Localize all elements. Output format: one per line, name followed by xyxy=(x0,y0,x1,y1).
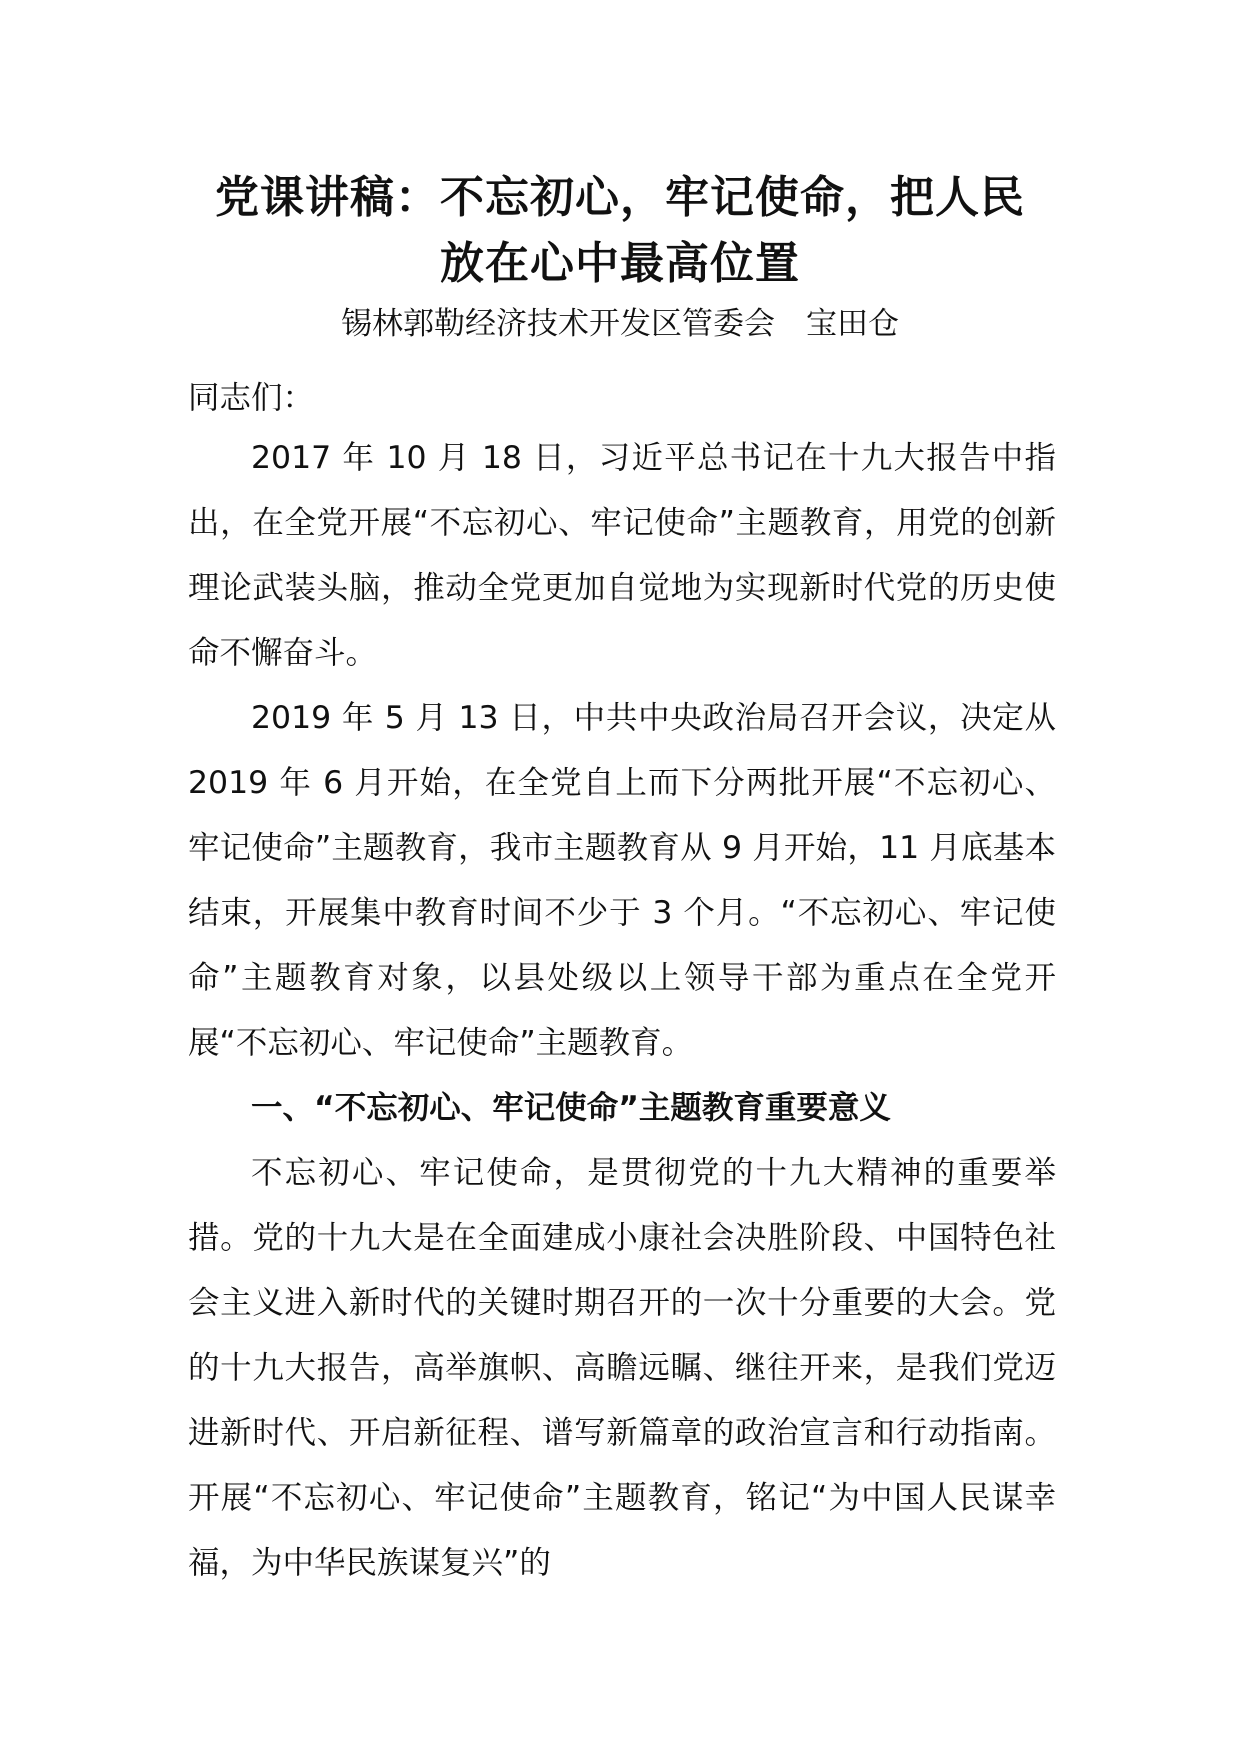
paragraph-1: 2017 年 10 月 18 日，习近平总书记在十九大报告中指出，在全党开展“不忘初心、牢记使命”主题教育，用党的创新理论武装头脑，推动全党更加自觉地为实现新时代党的历史使命不懈奋斗。 xyxy=(188,440,1056,671)
paragraph-2: 2019 年 5 月 13 日，中共中央政治局召开会议，决定从 2019 年 6 月开始，在全党自上而下分两批开展“不忘初心、牢记使命”主题教育，我市主题教育从 9 月开始，11 月底基本结束，开展集中教育时间不少于 3 个月。“不忘初心、牢记使命”主题教育对象，以县处级以上领导干部为重点在全党开展“不忘初心、牢记使命”主题教育。 xyxy=(188,700,1056,1061)
salutation: 同志们： xyxy=(188,380,315,416)
title-line-2: 放在心中最高位置 xyxy=(440,238,800,289)
section-heading: 一、“不忘初心、牢记使命”主题教育重要意义 xyxy=(251,1090,891,1126)
title-line-1: 党课讲稿：不忘初心，牢记使命，把人民 xyxy=(215,172,1025,223)
section-paragraph: 不忘初心、牢记使命，是贯彻党的十九大精神的重要举措。党的十九大是在全面建成小康社会决胜阶段、中国特色社会主义进入新时代的关键时期召开的一次十分重要的大会。党的十九大报告，高举旗帜、高瞻远瞩、继往开来，是我们党迈进新时代、开启新征程、谱写新篇章的政治宣言和行动指南。开展“不忘初心、牢记使命”主题教育，铭记“为中国人民谋幸福，为中华民族谋复兴”的 xyxy=(188,1155,1056,1581)
author-byline: 锡林郭勒经济技术开发区管委会 宝田仓 xyxy=(341,306,899,342)
